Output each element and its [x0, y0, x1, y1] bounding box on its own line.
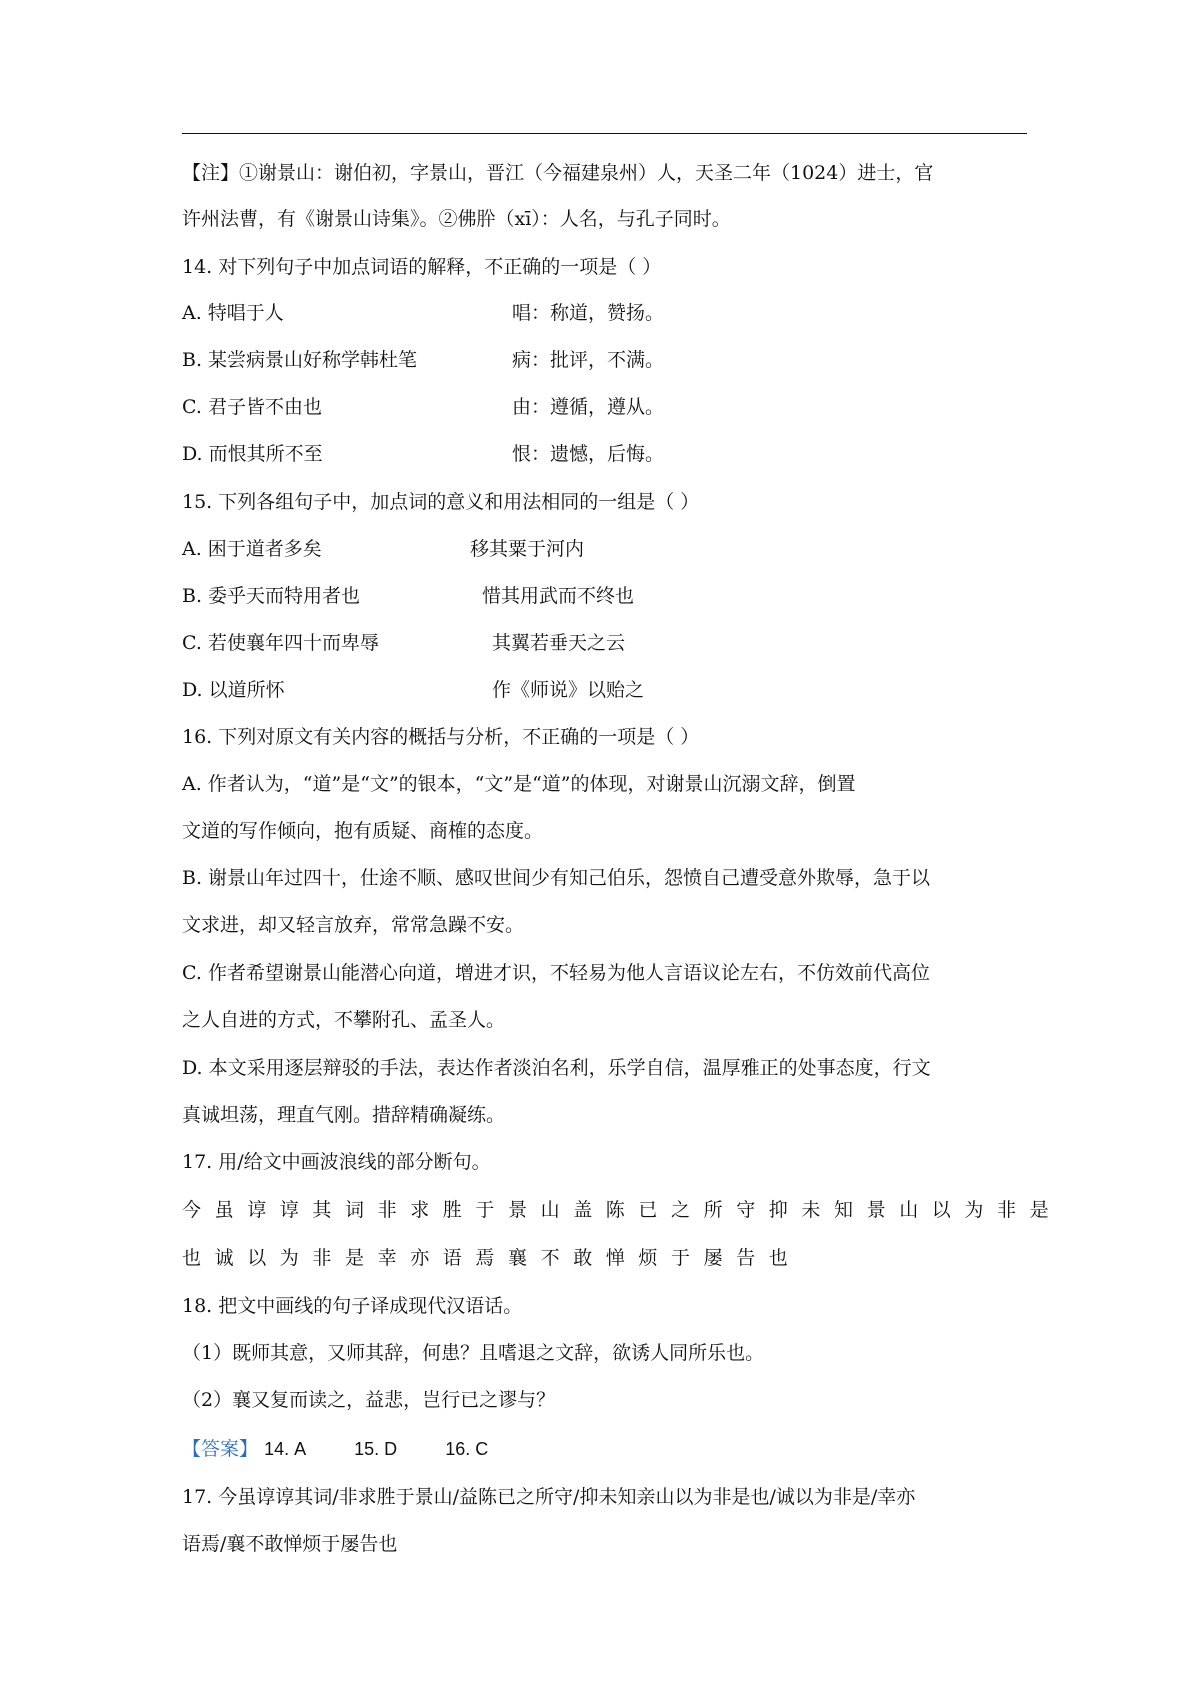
- q14-stem: 14. 对下列句子中加点词语的解释，不正确的一项是（ ）: [182, 256, 662, 278]
- q17-text-line2: 也诚以为非是幸亦语焉襄不敢惮烦于屡告也: [182, 1247, 802, 1269]
- q16-a-line1: A. 作者认为，“道”是“文”的银本，“文”是“道”的体现，对谢景山沉溺文辞，倒置: [182, 773, 856, 795]
- q16-b-line1: B. 谢景山年过四十，仕途不顺、感叹世间少有知己伯乐，怨愤自己遭受意外欺辱，急于以: [182, 867, 931, 889]
- option-pair: 惜其用武而不终也: [482, 585, 635, 607]
- q16-a-line2: 文道的写作倾向，抱有质疑、商榷的态度。: [182, 820, 544, 842]
- option-label: B. 某尝病景山好称学韩杜笔: [182, 349, 418, 371]
- q17-text-line1: 今虽谆谆其词非求胜于景山盖陈已之所守抑未知景山以为非是: [182, 1199, 1063, 1221]
- q16-c-line1: C. 作者希望谢景山能潜心向道，增进才识，不轻易为他人言语议论左右，不仿效前代高位: [182, 962, 930, 984]
- header-rule: [182, 133, 1027, 134]
- answer-line: [182, 1436, 1012, 1462]
- answer-17-line2: 语焉/襄不敢惮烦于屡告也: [182, 1533, 398, 1555]
- answer-tag: 【答案】: [182, 1438, 259, 1460]
- q14-option-b: [182, 347, 1012, 373]
- q15-option-a: [182, 536, 1012, 562]
- note-line-1: 【注】①谢景山：谢伯初，字景山，晋江（今福建泉州）人，天圣二年（1024）进士，官: [182, 162, 934, 184]
- answer-15: 15. D: [354, 1439, 398, 1459]
- answer-14: 14. A: [264, 1439, 307, 1459]
- option-gloss: 唱：称道，赞扬。: [512, 302, 665, 324]
- option-pair: 移其粟于河内: [470, 538, 585, 560]
- note-line-2: 许州法曹，有《谢景山诗集》。②佛肸（xī）：人名，与孔子同时。: [182, 208, 731, 230]
- answer-17-line1: 17. 今虽谆谆其词/非求胜于景山/益陈已之所守/抑未知亲山以为非是也/诚以为非是/幸亦: [182, 1486, 916, 1508]
- q18-sentence-2: （2）襄又复而读之，益悲，岂行已之谬与？: [182, 1389, 556, 1411]
- q15-option-b: [182, 583, 1012, 609]
- answer-16: 16. C: [445, 1439, 489, 1459]
- option-pair: 作《师说》以贻之: [492, 679, 645, 701]
- option-label: A. 特唱于人: [182, 302, 284, 324]
- q15-option-c: [182, 630, 1012, 656]
- option-label: C. 君子皆不由也: [182, 396, 322, 418]
- q16-d-line2: 真诚坦荡，理直气刚。措辞精确凝练。: [182, 1104, 506, 1126]
- option-label: D. 而恨其所不至: [182, 443, 323, 465]
- option-gloss: 恨：遗憾，后悔。: [512, 443, 665, 465]
- option-label: D. 以道所怀: [182, 679, 285, 701]
- q16-b-line2: 文求进，却又轻言放弃，常常急躁不安。: [182, 914, 525, 936]
- option-label: A. 困于道者多矣: [182, 538, 322, 560]
- option-label: C. 若使襄年四十而卑辱: [182, 632, 379, 654]
- q16-c-line2: 之人自进的方式，不攀附孔、孟圣人。: [182, 1009, 506, 1031]
- q17-stem: 17. 用/给文中画波浪线的部分断句。: [182, 1151, 491, 1173]
- option-gloss: 由：遵循，遵从。: [512, 396, 665, 418]
- q18-sentence-1: （1）既师其意，又师其辞，何患？且嗜退之文辞，欲诱人同所乐也。: [182, 1342, 765, 1364]
- option-pair: 其翼若垂天之云: [492, 632, 626, 654]
- q15-stem: 15. 下列各组句子中，加点词的意义和用法相同的一组是（ ）: [182, 491, 700, 513]
- q16-d-line1: D. 本文采用逐层辩驳的手法，表达作者淡泊名利，乐学自信，温厚雅正的处事态度，行文: [182, 1057, 931, 1079]
- option-gloss: 病：批评，不满。: [512, 349, 665, 371]
- option-label: B. 委乎天而特用者也: [182, 585, 361, 607]
- q14-option-c: [182, 394, 1012, 420]
- q15-option-d: [182, 677, 1012, 703]
- q18-stem: 18. 把文中画线的句子译成现代汉语话。: [182, 1295, 523, 1317]
- q16-stem: 16. 下列对原文有关内容的概括与分析，不正确的一项是（ ）: [182, 726, 700, 748]
- q14-option-a: [182, 300, 1012, 326]
- q14-option-d: [182, 441, 1012, 467]
